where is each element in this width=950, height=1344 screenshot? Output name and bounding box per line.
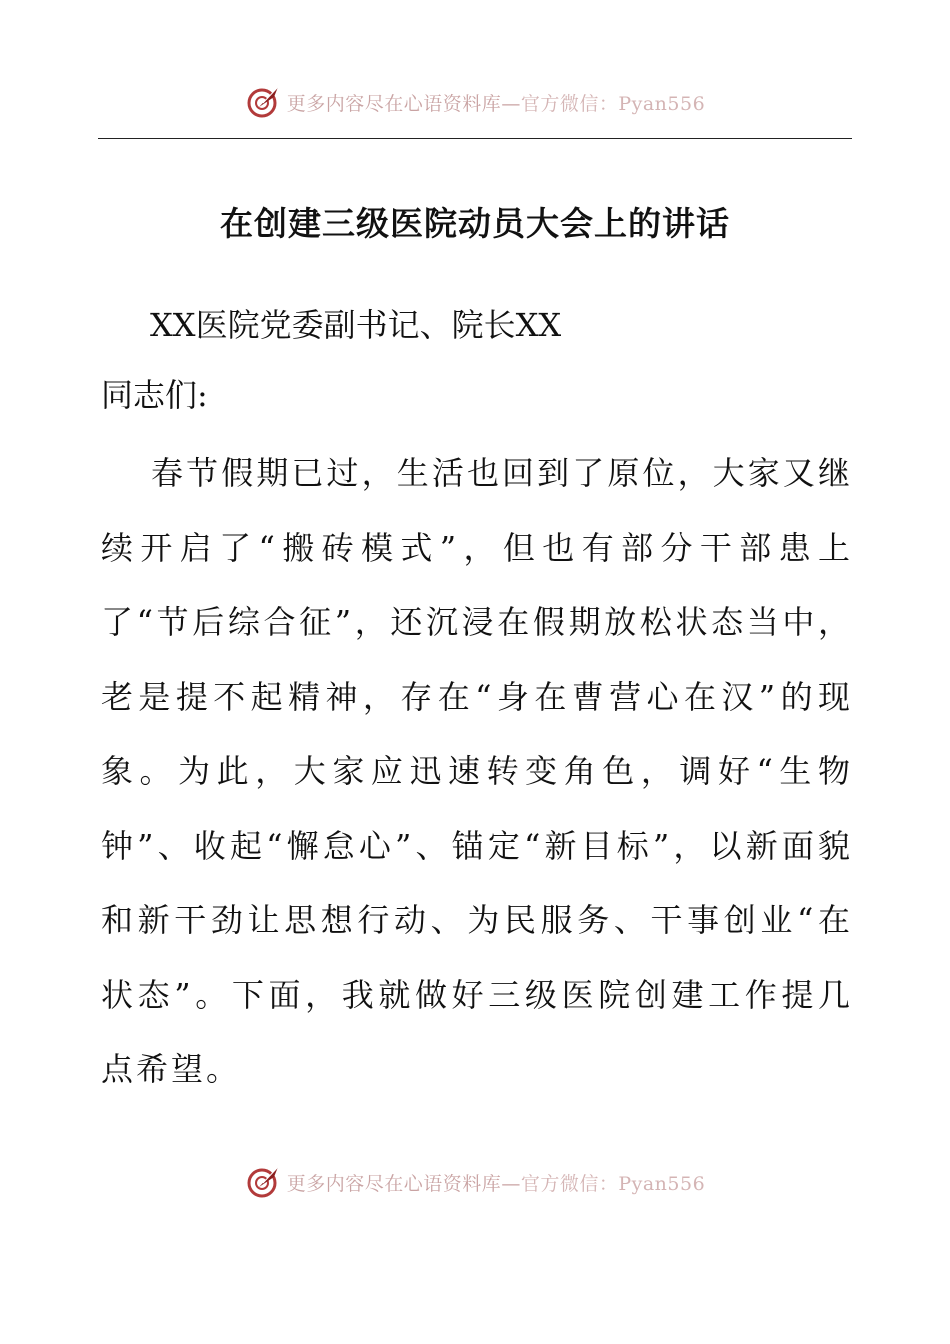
document-body-paragraph: 春节假期已过，生活也回到了原位，大家又继续开启了“搬砖模式”，但也有部分干部患上了“节后综合征”，还沉浸在假期放松状态当中，老是提不起精神，存在“身在曹营心在汉”的现象。为此，大家应迅速转变角色，调好“生物钟”、收起“懈怠心”、锚定“新目标”，以新面貌和新干劲让思想行动、为民服务、干事创业“在状态”。下面，我就做好三级医院创建工作提几点希望。 [101, 454, 853, 1088]
header-banner-wechat-label: 官方微信： [520, 92, 619, 115]
document-title: 在创建三级医院动员大会上的讲话 [220, 204, 730, 243]
footer-banner-wechat-id: Pyan556 [618, 1172, 706, 1195]
header-banner-promo: 更多内容尽在心语资料库 [286, 92, 502, 115]
footer-banner-separator: — [501, 1172, 521, 1195]
footer-banner-text [287, 1169, 705, 1196]
footer-banner-promo: 更多内容尽在心语资料库 [286, 1172, 502, 1195]
footer-banner-inner [245, 1163, 705, 1201]
header-banner-inner [245, 83, 705, 121]
quill-logo-icon [245, 1163, 283, 1201]
document-salutation: 同志们: [101, 376, 208, 414]
footer-banner-wechat-label: 官方微信： [520, 1172, 619, 1195]
header-banner-wechat-id: Pyan556 [618, 92, 706, 115]
header-banner-separator: — [501, 92, 521, 115]
document-byline: XX医院党委副书记、院长XX [150, 306, 562, 344]
footer-banner [0, 1162, 950, 1202]
quill-logo-icon [245, 83, 283, 121]
header-divider [98, 138, 852, 139]
header-banner [0, 82, 950, 122]
header-banner-text [287, 89, 705, 116]
